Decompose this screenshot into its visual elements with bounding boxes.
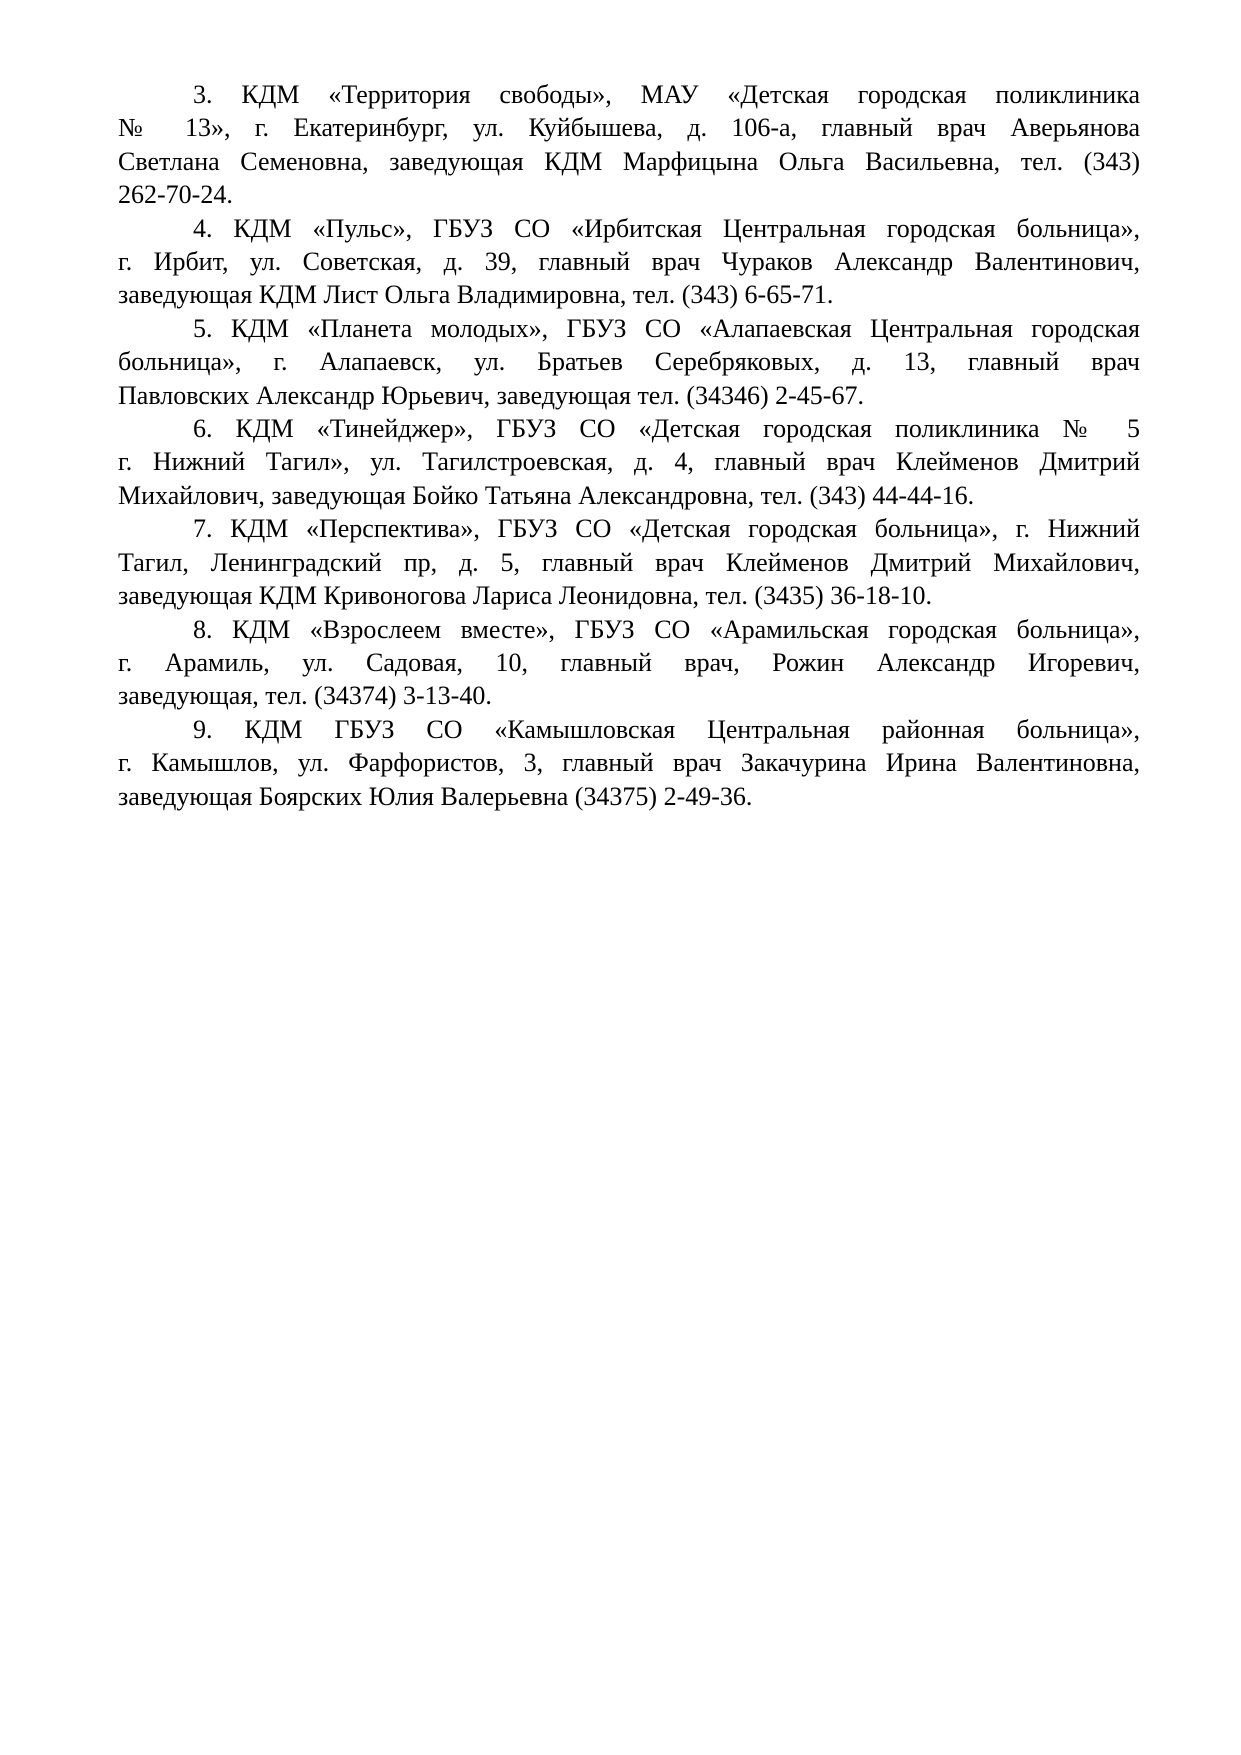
text-line: 3. КДМ «Территория свободы», МАУ «Детская городская поликлиника xyxy=(193,80,1140,109)
paragraph-item-3 xyxy=(118,78,1140,212)
paragraph-item-8 xyxy=(118,613,1140,713)
text-line: г. Арамиль, ул. Садовая, 10, главный врач, Рожин Александр Игоревич, xyxy=(118,647,1140,677)
text-line: г. Камышлов, ул. Фарфористов, 3, главный врач Закачурина Ирина Валентиновна, xyxy=(118,748,1140,778)
text-line: Павловских Александр Юрьевич, заведующая тел. (34346) 2-45-67. xyxy=(118,380,864,410)
text-line: Михайлович, заведующая Бойко Татьяна Александровна, тел. (343) 44-44-16. xyxy=(118,480,975,510)
text-line: 5. КДМ «Планета молодых», ГБУЗ СО «Алапаевская Центральная городская xyxy=(193,313,1140,343)
text-line: больница», г. Алапаевск, ул. Братьев Серебряковых, д. 13, главный врач xyxy=(118,347,1140,377)
paragraph-item-9 xyxy=(118,713,1140,813)
paragraph-item-4 xyxy=(118,212,1140,312)
text-line: г. Нижний Тагил», ул. Тагилстроевская, д. 4, главный врач Клейменов Дмитрий xyxy=(118,447,1140,477)
text-line: г. Ирбит, ул. Советская, д. 39, главный врач Чураков Александр Валентинович, xyxy=(118,247,1140,277)
text-line: Тагил, Ленинградский пр, д. 5, главный врач Клейменов Дмитрий Михайлович, xyxy=(118,547,1140,577)
text-line: заведующая КДМ Лист Ольга Владимировна, тел. (343) 6-65-71. xyxy=(118,280,834,310)
text-line: № 13», г. Екатеринбург, ул. Куйбышева, д. 106-а, главный врач Аверьянова xyxy=(118,113,1140,143)
text-line: 7. КДМ «Перспектива», ГБУЗ СО «Детская городская больница», г. Нижний xyxy=(193,514,1140,544)
paragraph-item-7 xyxy=(118,512,1140,612)
text-line: заведующая КДМ Кривоногова Лариса Леонидовна, тел. (3435) 36-18-10. xyxy=(118,581,933,611)
text-line: Светлана Семеновна, заведующая КДМ Марфицына Ольга Васильевна, тел. (343) xyxy=(118,146,1140,176)
text-line: 262-70-24. xyxy=(118,180,233,210)
text-line: заведующая Боярских Юлия Валерьевна (34375) 2-49-36. xyxy=(118,781,753,811)
paragraph-item-5 xyxy=(118,312,1140,412)
text-line: 6. КДМ «Тинейджер», ГБУЗ СО «Детская городская поликлиника № 5 xyxy=(193,414,1140,444)
text-line: 4. КДМ «Пульс», ГБУЗ СО «Ирбитская Центральная городская больница», xyxy=(193,213,1140,243)
text-line: 8. КДМ «Взрослеем вместе», ГБУЗ СО «Арамильская городская больница», xyxy=(193,614,1140,644)
document-page xyxy=(118,78,1140,813)
text-line: заведующая, тел. (34374) 3-13-40. xyxy=(118,681,492,711)
text-line: 9. КДМ ГБУЗ СО «Камышловская Центральная районная больница», xyxy=(193,714,1140,744)
paragraph-item-6 xyxy=(118,412,1140,512)
